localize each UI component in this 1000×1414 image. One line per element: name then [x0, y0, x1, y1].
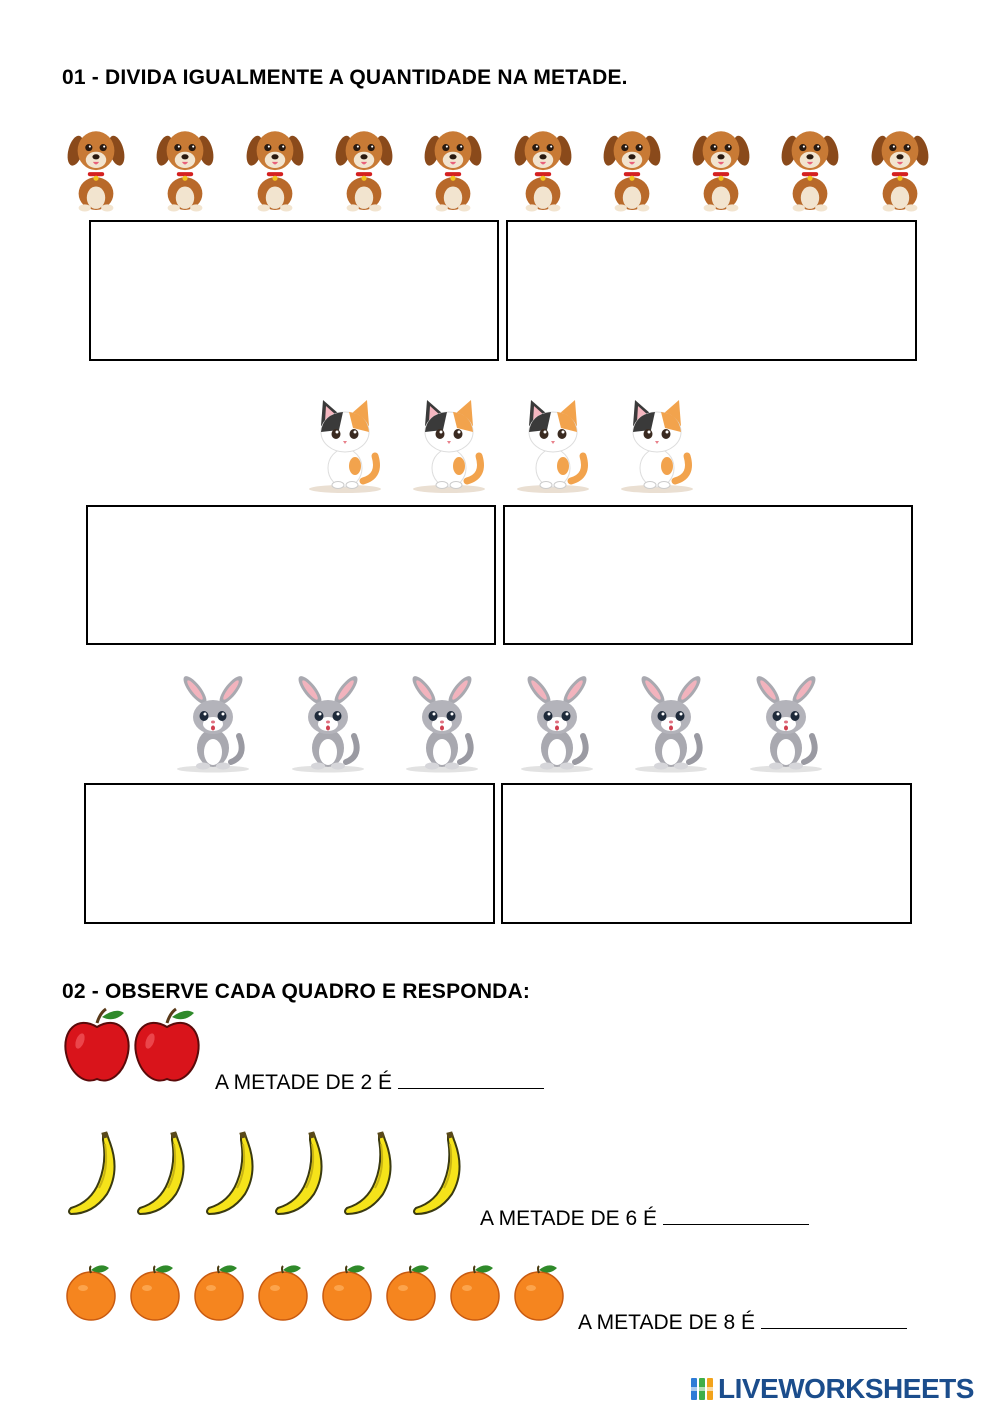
orange-answer-blank[interactable]	[761, 1310, 907, 1329]
rabbit-row	[0, 670, 1000, 775]
apple-row	[0, 1005, 220, 1095]
rabbit-answer-box-right[interactable]	[501, 783, 912, 924]
question-1-title: 01 - DIVIDA IGUALMENTE A QUANTIDADE NA METADE.	[62, 66, 628, 89]
liveworksheets-logo-icon	[690, 1377, 714, 1401]
question-2-title: 02 - OBSERVE CADA QUADRO E RESPONDA:	[62, 980, 531, 1003]
dog-answer-box-left[interactable]	[89, 220, 499, 361]
brand-name: LIVEWORKSHEETS	[718, 1373, 974, 1404]
banana-question	[480, 1206, 809, 1231]
apple-answer-blank[interactable]	[398, 1070, 544, 1089]
cat-row	[0, 396, 1000, 496]
liveworksheets-brand[interactable]	[690, 1374, 974, 1404]
rabbit-answer-box-left[interactable]	[84, 783, 495, 924]
banana-row	[0, 1128, 480, 1223]
apple-question	[215, 1070, 544, 1095]
orange-question	[578, 1310, 907, 1335]
banana-answer-blank[interactable]	[663, 1206, 809, 1225]
cat-answer-box-right[interactable]	[503, 505, 913, 645]
banana-question-text: A METADE DE 6 É	[480, 1207, 657, 1230]
apple-question-text: A METADE DE 2 É	[215, 1071, 392, 1094]
orange-question-text: A METADE DE 8 É	[578, 1311, 755, 1334]
dog-row	[0, 120, 1000, 215]
orange-row	[0, 1262, 580, 1332]
cat-answer-box-left[interactable]	[86, 505, 496, 645]
dog-answer-box-right[interactable]	[506, 220, 917, 361]
